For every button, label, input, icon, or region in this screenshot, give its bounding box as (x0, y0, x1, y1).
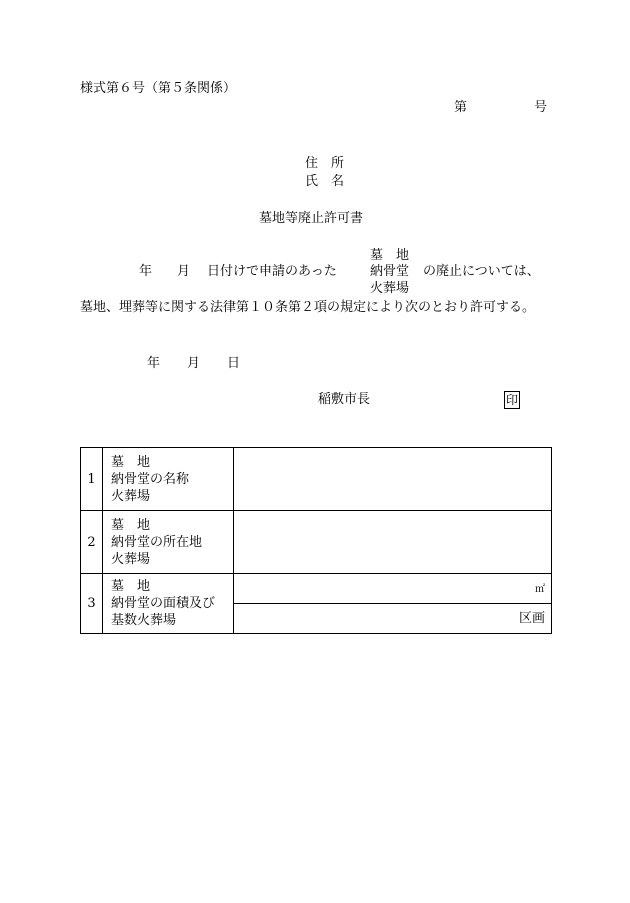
issue-year: 年 (147, 356, 161, 371)
row-label-line: 納骨堂の名称 (111, 471, 190, 487)
details-table (80, 447, 552, 634)
row-number: 2 (81, 511, 103, 574)
row-label-line: 納骨堂の面積及び (111, 596, 216, 611)
document-number-suffix: 号 (534, 100, 548, 115)
issue-day: 日 (227, 356, 241, 371)
option-cemetery: 墓 地 (370, 248, 410, 263)
table-row (81, 448, 552, 511)
name-value-cell[interactable] (234, 448, 552, 511)
row-label-line: 墓 地 (111, 579, 151, 594)
seal-box: 印 (505, 393, 518, 407)
document-title: 墓地等廃止許可書 (259, 211, 364, 226)
option-ossuary: 納骨堂 (370, 264, 410, 279)
option-crematorium: 火葬場 (370, 281, 410, 296)
row-label (103, 574, 234, 634)
issue-month: 月 (187, 356, 201, 371)
area-unit: ㎡ (535, 584, 545, 595)
plots-unit: 区画 (518, 611, 545, 626)
row-label-line: 墓 地 (111, 454, 151, 470)
row-number: 1 (81, 448, 103, 511)
row-label (103, 448, 234, 511)
row-label-line: 基数火葬場 (111, 613, 177, 628)
issuer-name: 稲敷市長 (318, 392, 371, 407)
row-label-line: 墓 地 (111, 517, 151, 533)
row-number: 3 (81, 574, 103, 634)
plots-value-cell[interactable] (234, 604, 552, 634)
body-abolition-text: の廃止については、 (423, 264, 540, 279)
row-label-line: 火葬場 (111, 551, 151, 567)
name-label: 氏 名 (305, 174, 345, 189)
table-row (81, 511, 552, 574)
area-value-cell[interactable] (234, 574, 552, 604)
row-label (103, 511, 234, 574)
body-year: 年 (139, 264, 153, 279)
location-value-cell[interactable] (234, 511, 552, 574)
row-label-line: 火葬場 (111, 488, 151, 504)
table-row (81, 574, 552, 604)
body-month: 月 (177, 264, 191, 279)
body-date-text: 日付けで申請のあった (207, 264, 337, 279)
address-label: 住 所 (305, 156, 345, 171)
document-number-prefix: 第 (454, 100, 468, 115)
row-label-line: 納骨堂の所在地 (111, 534, 203, 550)
body-law-text: 墓地、埋葬等に関する法律第１０条第２項の規定により次のとおり許可する。 (80, 300, 536, 315)
form-number: 様式第６号（第５条関係） (80, 81, 237, 96)
